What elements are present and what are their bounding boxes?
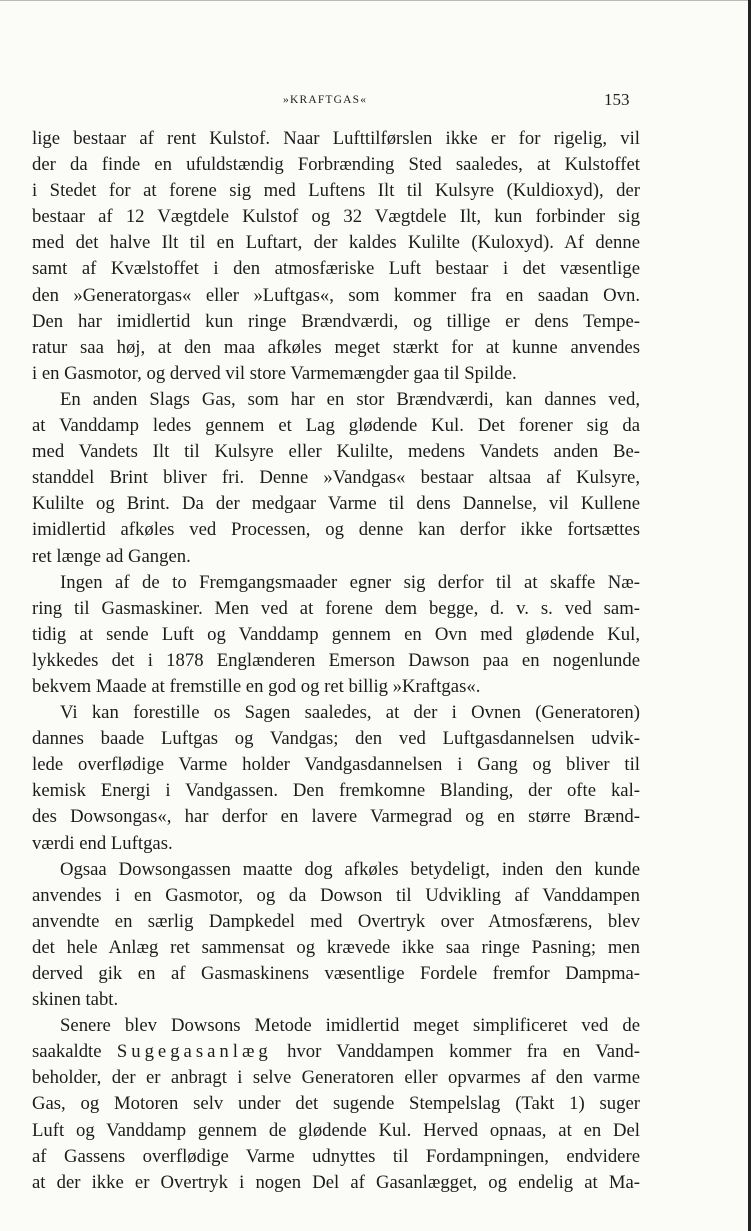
text-line: Vi kan forestille os Sagen saaledes, at der i Ovnen (Generatoren) (60, 702, 640, 724)
text-line: ret længe ad Gangen. (32, 545, 191, 567)
running-head: »KRAFTGAS« (283, 94, 368, 106)
text-line: værdi end Luftgas. (32, 832, 173, 854)
text-line: saakaldte Sugegasanlæg hvor Vanddampen kommer fra en Vand- (32, 1041, 640, 1063)
text-line: derved gik en af Gasmaskinens væsentlige Fordele fremfor Dampma- (32, 963, 640, 984)
text-line: bestaar af 12 Vægtdele Kulstof og 32 Vægtdele Ilt, kun forbinder sig (32, 206, 640, 228)
text-line: Senere blev Dowsons Metode imidlertid meget simplificeret ved de (60, 1015, 640, 1037)
text-line: at der ikke er Overtryk i nogen Del af Gasanlægget, og endelig at Ma- (32, 1171, 640, 1193)
text-line: med det halve Ilt til en Luftart, der kaldes Kulilte (Kuloxyd). Af denne (32, 232, 640, 254)
text-line: med Vandets Ilt til Kulsyre eller Kulilte, medens Vandets anden Be- (32, 441, 640, 463)
text-line: bekvem Maade at fremstille en god og ret billig »Kraftgas«. (32, 675, 481, 697)
text-line: samt af Kvælstoffet i den atmosfæriske Luft bestaar i det væsentlige (32, 258, 640, 280)
text-line: i en Gasmotor, og derved vil store Varmemængder gaa til Spilde. (32, 362, 517, 384)
text-line: det hele Anlæg ret sammensat og krævede ikke saa ringe Pasning; men (32, 936, 640, 958)
text-line: Ogsaa Dowsongassen maatte dog afkøles betydeligt, inden den kunde (60, 858, 640, 880)
text-line: at Vanddamp ledes gennem et Lag glødende Kul. Det forener sig da (32, 415, 640, 437)
text-line: anvendte en særlig Dampkedel med Overtryk over Atmosfærens, blev (32, 910, 640, 932)
text-line: lede overflødige Varme holder Vandgasdannelsen i Gang og bliver til (32, 754, 640, 776)
text-line: kemisk Energi i Vandgassen. Den fremkomne Blanding, der ofte kal- (32, 780, 640, 802)
text-line: beholder, der er anbragt i selve Generatoren eller opvarmes af den varme (32, 1067, 640, 1089)
body-text (32, 126, 640, 1196)
text-line: ratur saa høj, at den maa afkøles meget stærkt for at kunne anvendes (32, 336, 640, 358)
page-header (0, 90, 751, 114)
text-line: af Gassens overflødige Varme udnyttes til Fordampningen, endvidere (32, 1145, 640, 1167)
emphasized-term: Sugegasanlæg (116, 1041, 272, 1063)
text-line: i Stedet for at forene sig med Luftens Ilt til Kulsyre (Kuldioxyd), der (32, 180, 640, 202)
page-number: 153 (604, 90, 630, 109)
text-line: Ingen af de to Fremgangsmaader egner sig derfor til at skaffe Næ- (60, 571, 640, 593)
text-line: lige bestaar af rent Kulstof. Naar Lufttilførslen ikke er for rigelig, vil (32, 128, 640, 149)
page-edge-top (0, 0, 751, 1)
text-line: imidlertid afkøles ved Processen, og denne kan derfor ikke fortsættes (32, 519, 640, 541)
text-line: Gas, og Motoren selv under det sugende Stempelslag (Takt 1) suger (32, 1093, 640, 1115)
text-line: dannes baade Luftgas og Vandgas; den ved Luftgasdannelsen udvik- (32, 728, 640, 750)
text-line: der da finde en ufuldstændig Forbrænding Sted saaledes, at Kulstoffet (32, 154, 640, 176)
text-line: den »Generatorgas« eller »Luftgas«, som kommer fra en saadan Ovn. (32, 284, 640, 306)
text-line: anvendes i en Gasmotor, og da Dowson til Udvikling af Vanddampen (32, 884, 640, 906)
text-line: Luft og Vanddamp gennem de glødende Kul. Herved opnaas, at en Del (32, 1119, 640, 1141)
text-line: standdel Brint bliver fri. Denne »Vandgas« bestaar altsaa af Kulsyre, (32, 467, 640, 489)
text-line: Den har imidlertid kun ringe Brændværdi, og tillige er dens Tempe- (32, 310, 640, 332)
text-line: skinen tabt. (32, 989, 119, 1011)
text-line: lykkedes det i 1878 Englænderen Emerson Dawson paa en nogenlunde (32, 649, 640, 671)
text-line: ring til Gasmaskiner. Men ved at forene dem begge, d. v. s. ved sam- (32, 597, 640, 619)
text-line: des Dowsongas«, har derfor en lavere Varmegrad og en større Brænd- (32, 806, 640, 828)
text-line: Kulilte og Brint. Da der medgaar Varme til dens Dannelse, vil Kullene (32, 493, 640, 515)
text-line: En anden Slags Gas, som har en stor Brændværdi, kan dannes ved, (60, 388, 640, 410)
text-line: tidig at sende Luft og Vanddamp gennem en Ovn med glødende Kul, (32, 623, 640, 645)
